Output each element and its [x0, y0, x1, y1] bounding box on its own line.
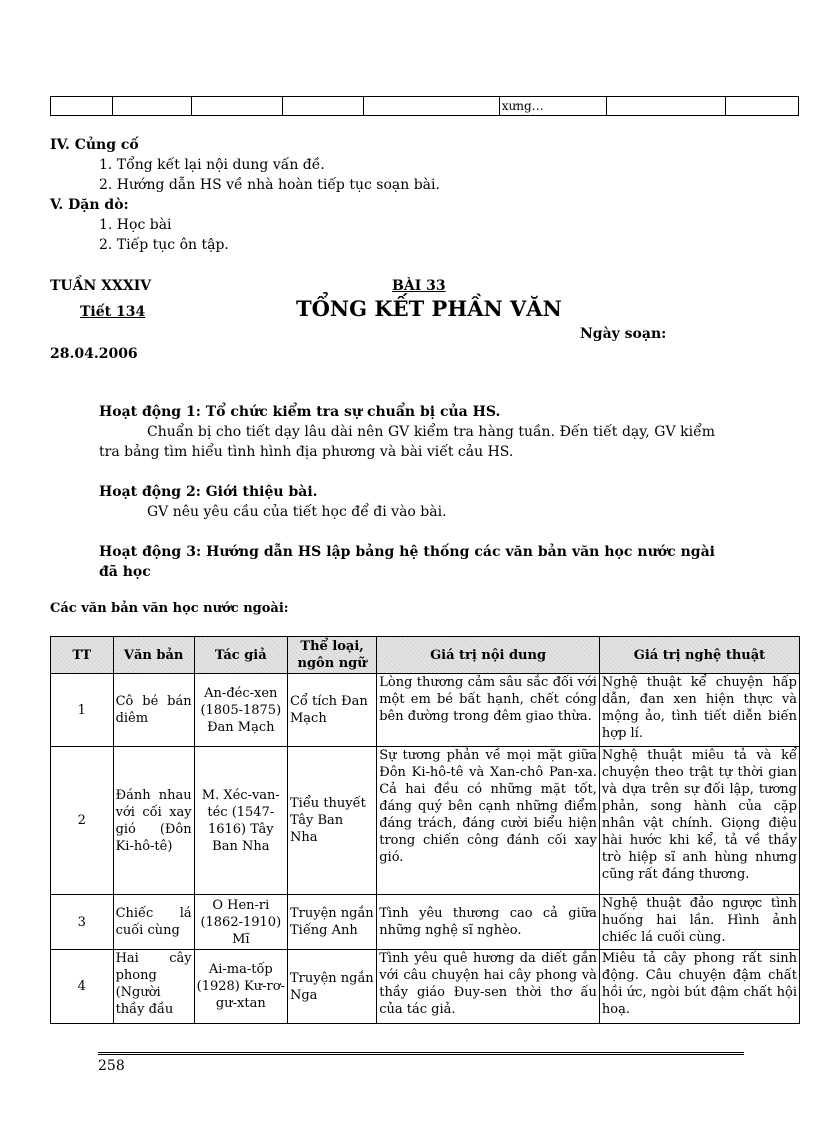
cell-noi-dung: Sự tương phản về mọi mặt giữa Đôn Ki-hô-tê và Xan-chô Pan-xa. Cả hai đều có những mặt tốt, đáng quý bên cạnh những điểm đáng trách, đáng cười biểu hiện trong chiến công đánh cối xay gió. — [377, 747, 600, 895]
lesson-number: BÀI 33 — [392, 278, 446, 294]
table-cell — [112, 97, 191, 116]
table-cell — [51, 97, 113, 116]
prep-date: 28.04.2006 — [50, 346, 138, 362]
section-iv-heading: IV. Củng cố — [50, 137, 139, 153]
page-title: TỔNG KẾT PHẦN VĂN — [296, 296, 562, 321]
week-label: TUẦN XXXIV — [50, 278, 152, 294]
section-v-item: 1. Học bài — [99, 217, 172, 233]
cell-tac-gia: O Hen-ri (1862-1910) Mĩ — [194, 895, 287, 950]
table-row — [51, 895, 800, 950]
cell-van-ban: Đánh nhau với cối xay gió (Đôn Ki-hô-tê) — [113, 747, 194, 895]
cell-the-loai: Truyện ngắn Nga — [287, 950, 376, 1024]
cell-noi-dung: Lòng thương cảm sâu sắc đối với một em bé bất hạnh, chết cóng bên đường trong đêm giao thừa. — [377, 674, 600, 747]
cell-van-ban: Chiếc lá cuối cùng — [113, 895, 194, 950]
header-van-ban: Văn bản — [113, 637, 194, 674]
activity-2-heading: Hoạt động 2: Giới thiệu bài. — [99, 484, 318, 500]
cell-tt: 2 — [51, 747, 114, 895]
period-label: Tiết 134 — [80, 304, 146, 320]
cell-tac-gia: Ai-ma-tốp (1928) Kư-rơ-gư-xtan — [194, 950, 287, 1024]
cell-tac-gia: An-đéc-xen (1805-1875) Đan Mạch — [194, 674, 287, 747]
table-row — [51, 747, 800, 895]
cell-the-loai: Truyện ngắn Tiếng Anh — [287, 895, 376, 950]
table-cell — [607, 97, 725, 116]
cell-noi-dung: Tình yêu quê hương da diết gắn với câu chuyện hai cây phong và thầy giáo Đuy-sen thời thơ ấu của tác giả. — [377, 950, 600, 1024]
table-cell — [363, 97, 499, 116]
activity-1-heading: Hoạt động 1: Tổ chức kiểm tra sự chuẩn bị của HS. — [99, 404, 501, 420]
table-cell: xưng… — [499, 97, 607, 116]
cell-the-loai: Tiểu thuyết Tây Ban Nha — [287, 747, 376, 895]
cell-van-ban: Hai cây phong (Người thầy đầu — [113, 950, 194, 1024]
continued-table — [50, 96, 799, 116]
header-the-loai: Thể loại, ngôn ngữ — [287, 637, 376, 674]
cell-van-ban: Cô bé bán diêm — [113, 674, 194, 747]
cell-tt: 3 — [51, 895, 114, 950]
cell-tt: 1 — [51, 674, 114, 747]
page-number: 258 — [98, 1058, 125, 1074]
prep-date-label: Ngày soạn: — [580, 326, 667, 342]
cell-nghe-thuat: Nghệ thuật kể chuyện hấp dẫn, đan xen hiện thực và mộng ảo, tình tiết diễn biến hợp lí. — [599, 674, 799, 747]
table-cell — [282, 97, 363, 116]
header-nghe-thuat: Giá trị nghệ thuật — [599, 637, 799, 674]
table-row — [51, 674, 800, 747]
table-cell — [725, 97, 798, 116]
cell-tac-gia: M. Xéc-van-téc (1547-1616) Tây Ban Nha — [194, 747, 287, 895]
header-tac-gia: Tác giả — [194, 637, 287, 674]
section-v-heading: V. Dặn dò: — [50, 197, 129, 213]
section-iv-item: 1. Tổng kết lại nội dung vấn đề. — [99, 157, 325, 173]
table-cell — [191, 97, 282, 116]
activity-1-body: Chuẩn bị cho tiết dạy lâu dài nên GV kiểm tra hàng tuần. Đến tiết dạy, GV kiểm tra bảng tìm hiểu tình hình địa phương và bài viết cảu HS. — [99, 424, 715, 460]
cell-tt: 4 — [51, 950, 114, 1024]
section-v-item: 2. Tiếp tục ôn tập. — [99, 237, 229, 253]
cell-nghe-thuat: Nghệ thuật đảo ngược tình huống hai lần. Hình ảnh chiếc lá cuối cùng. — [599, 895, 799, 950]
cell-nghe-thuat: Nghệ thuật miêu tả và kể chuyện theo trật tự thời gian và dựa trên sự đối lập, tương phản, song hành của cặp nhân vật chính. Giọng điệu hài hước khi kể, tả về thầy trò hiệp sĩ anh hùng nhưng cũng rất đáng thương. — [599, 747, 799, 895]
activity-2-body: GV nêu yêu cầu của tiết học để đi vào bài. — [147, 504, 447, 520]
header-noi-dung: Giá trị nội dung — [377, 637, 600, 674]
cell-noi-dung: Tình yêu thương cao cả giữa những nghệ sĩ nghèo. — [377, 895, 600, 950]
header-tt: TT — [51, 637, 114, 674]
table-header-row — [51, 637, 800, 674]
table-row — [51, 950, 800, 1024]
cell-nghe-thuat: Miêu tả cây phong rất sinh động. Câu chuyện đậm chất hồi ức, ngòi bút đậm chất hội hoạ. — [599, 950, 799, 1024]
cell-the-loai: Cổ tích Đan Mạch — [287, 674, 376, 747]
section-iv-item: 2. Hướng dẫn HS về nhà hoàn tiếp tục soạn bài. — [99, 177, 440, 193]
table-caption: Các văn bản văn học nước ngoài: — [50, 601, 289, 616]
footer-rule — [98, 1052, 744, 1055]
activity-3-heading: Hoạt động 3: Hướng dẫn HS lập bảng hệ thống các văn bản văn học nước ngài đã học — [99, 544, 715, 580]
foreign-literature-table — [50, 636, 800, 1024]
